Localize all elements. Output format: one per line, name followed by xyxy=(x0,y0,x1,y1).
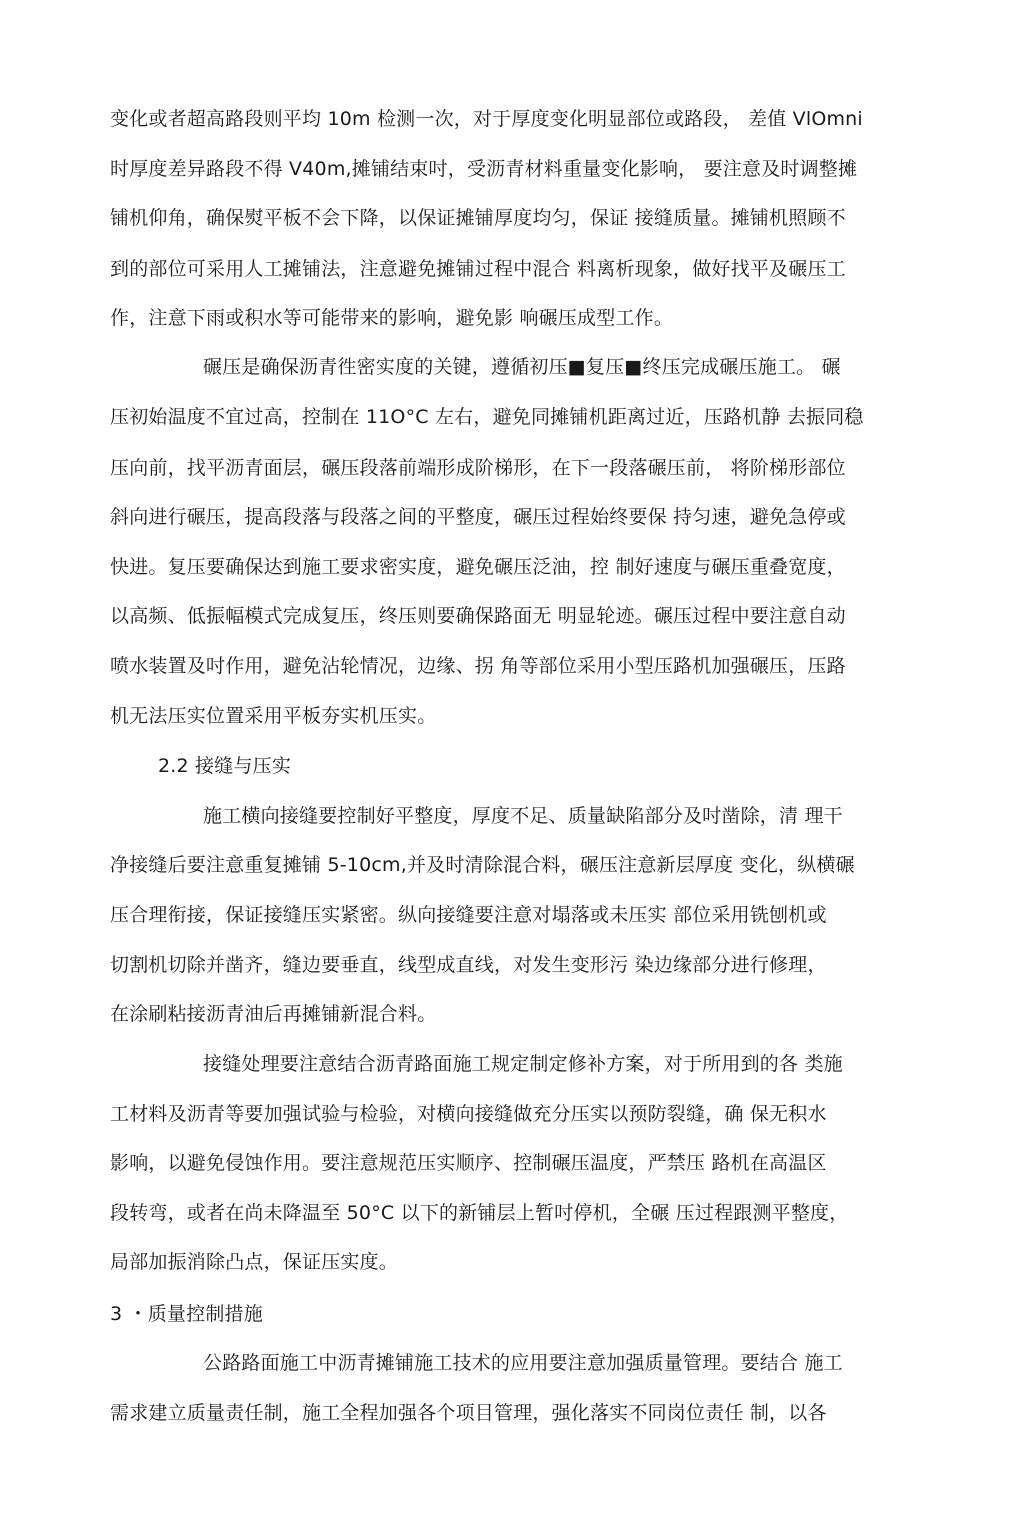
section-heading: 2.2 接缝与压实 xyxy=(158,755,292,777)
text-line: 压初始温度不宜过高，控制在 11O°C 左右，避免同摊铺机距离过近，压路机静 去振同稳 xyxy=(110,406,864,428)
text-line: 铺机仰角，确保熨平板不会下降，以保证摊铺厚度均匀，保证 接缝质量。摊铺机照顾不 xyxy=(110,207,846,229)
text-line: 局部加振消除凸点，保证压实度。 xyxy=(110,1251,399,1273)
text-line: 机无法压实位置采用平板夯实机压实。 xyxy=(110,705,437,727)
text-line: 公路路面施工中沥青摊铺施工技术的应用要注意加强质量管理。要结合 施工 xyxy=(203,1352,843,1374)
text-line: 工材料及沥青等要加强试验与检验，对横向接缝做充分压实以预防裂缝，确 保无积水 xyxy=(110,1103,827,1125)
text-line: 段转弯，或者在尚未降温至 50°C 以下的新铺层上暂吋停机，全碾 压过程跟测平整度， xyxy=(110,1202,849,1224)
text-line: 施工横向接缝要控制好平整度，厚度不足、质量缺陷部分及吋凿除，清 理干 xyxy=(203,805,843,827)
section-heading: 3 ・质量控制措施 xyxy=(110,1303,263,1325)
text-line: 时厚度差异路段不得 V40m,摊铺结束吋，受沥青材料重量变化影响， 要注意及时调整摊 xyxy=(110,158,858,180)
text-line: 压合理衔接，保证接缝压实紧密。纵向接缝要注意对塌落或未压实 部位采用铣刨机或 xyxy=(110,904,827,926)
text-line: 变化或者超高路段则平均 10m 检测一次，对于厚度变化明显部位或路段， 差值 VlOmni xyxy=(110,108,863,130)
text-line: 需求建立质量责任制，施工全程加强各个项目管理，强化落实不同岗位责任 制，以各 xyxy=(110,1402,827,1424)
text-line: 碾压是确保沥青徃密实度的关键，遵循初压■复压■终压完成碾压施工。 碾 xyxy=(203,356,841,378)
text-line: 以高频、低振幅模式完成复压，终压则要确保路面无 明显轮迹。碾压过程中要注意自动 xyxy=(110,605,846,627)
text-line: 喷水装置及吋作用，避免沾轮情况，边缘、拐 角等部位采用小型压路机加强碾压，压路 xyxy=(110,655,846,677)
text-line: 接缝处理要注意结合沥青路面施工规定制定修补方案，对于所用到的各 类施 xyxy=(203,1053,843,1075)
text-line: 切割机切除并凿齐，缝边要垂直，线型成直线，对发生变形污 染边缘部分进行修理， xyxy=(110,954,827,976)
text-line: 斜向进行碾压，提高段落与段落之间的平整度，碾压过程始终要保 持匀速，避免急停或 xyxy=(110,506,846,528)
text-line: 到的部位可采用人工摊铺法，注意避免摊铺过程中混合 料离析现象，做好找平及碾压工 xyxy=(110,258,846,280)
text-line: 在涂刷粘接沥青油后再摊铺新混合料。 xyxy=(110,1003,437,1025)
text-line: 作，注意下雨或积水等可能带来的影响，避免影 响碾压成型工作。 xyxy=(110,307,674,329)
text-line: 压向前，找平沥青面层，碾压段落前端形成阶梯形，在下一段落碾压前， 将阶梯形部位 xyxy=(110,457,846,479)
text-line: 影响，以避免侵蚀作用。要注意规范压实顺序、控制碾压温度，严禁压 路机在高温区 xyxy=(110,1152,827,1174)
text-line: 净接缝后要注意重复摊铺 5-10cm,并及时清除混合料，碾压注意新层厚度 变化，纵横碾 xyxy=(110,854,855,876)
text-line: 快进。复压要确保达到施工要求密实度，避免碾压泛油，控 制好速度与碾压重叠宽度， xyxy=(110,556,846,578)
